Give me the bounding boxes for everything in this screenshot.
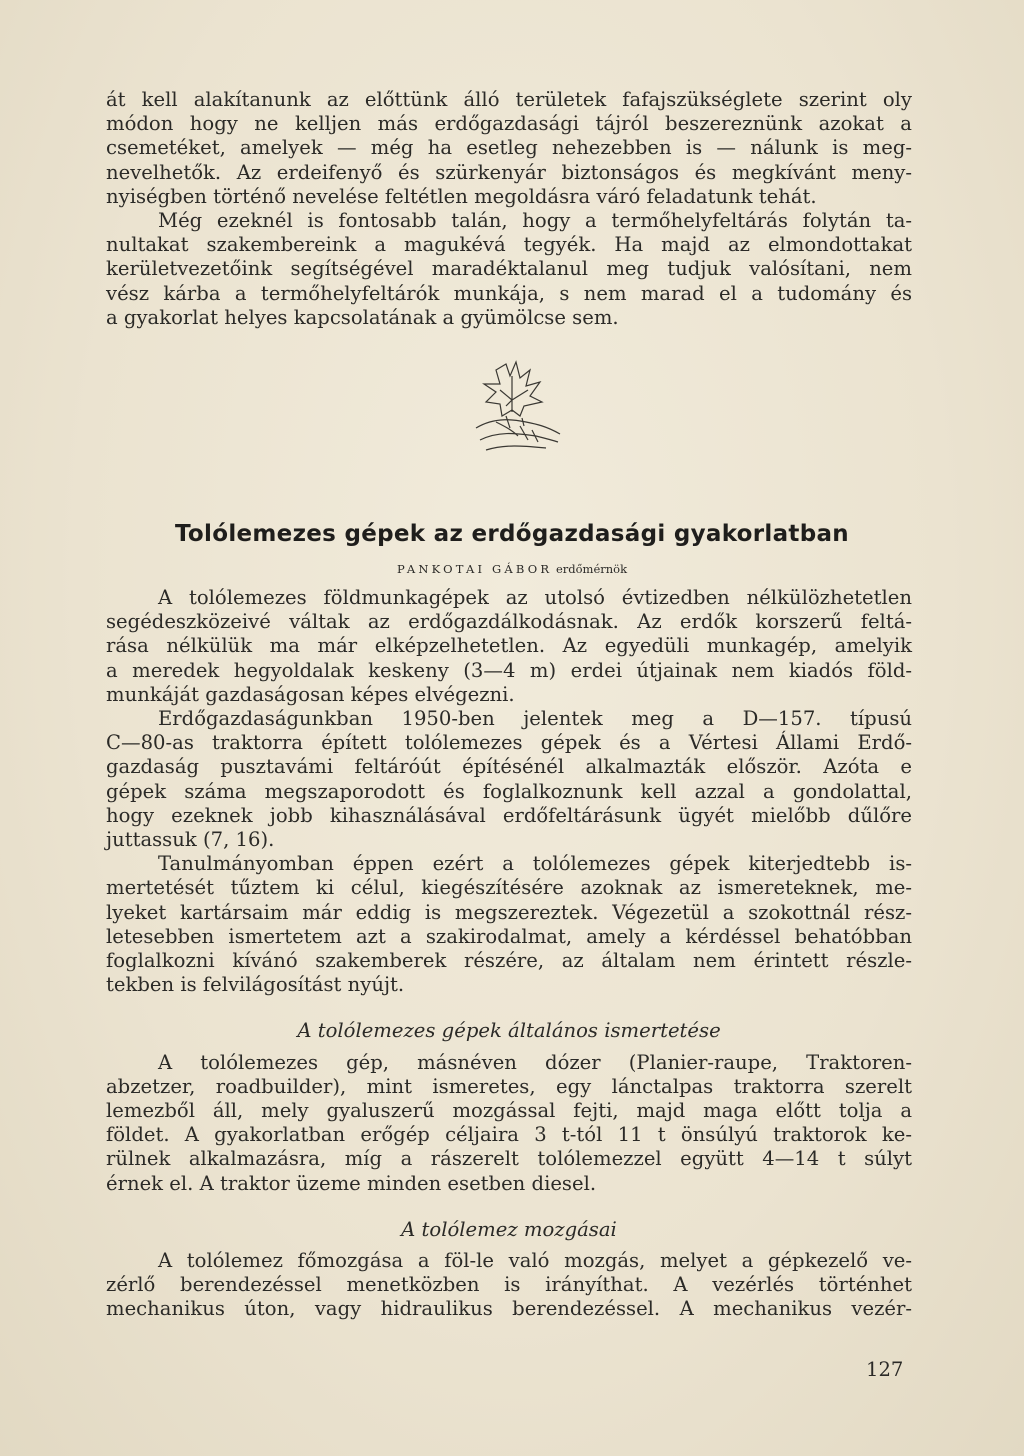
- text-line: mertetését tűztem ki célul, kiegészítésére azoknak az ismereteknek, me-: [106, 876, 912, 900]
- article-paragraph: [106, 707, 912, 852]
- text-line: A tolólemezes gép, másnéven dózer (Planier-raupe, Traktoren-: [158, 1050, 912, 1074]
- text-line: abzetzer, roadbuilder), mint ismeretes, egy lánctalpas traktorra szerelt: [106, 1074, 912, 1098]
- continued-text: [106, 88, 912, 330]
- text-line: kerületvezetőink segítségével maradéktalanul meg tudjuk valósítani, nem: [106, 257, 912, 281]
- text-line: tekben is felvilágosítást nyújt.: [106, 973, 405, 997]
- text-line: a meredek hegyoldalak keskeny (3—4 m) erdei útjainak nem kiadós föld-: [106, 658, 912, 682]
- text-line: Erdőgazdaságunkban 1950-ben jelentek meg a D—157. típusú: [158, 707, 912, 731]
- page-number: 127: [866, 1358, 904, 1381]
- text-line: lyeket kartársaim már eddig is megszereztek. Végezetül a szokottnál rész-: [106, 900, 912, 924]
- text-line: Tanulmányomban éppen ezért a tolólemezes gépek kiterjedtebb is-: [158, 852, 912, 876]
- article-paragraph: [106, 586, 912, 707]
- text-line: segédeszközeivé váltak az erdőgazdálkodásnak. Az erdők korszerű feltá-: [106, 610, 912, 634]
- text-line: C—80-as traktorra épített tolólemezes gépek és a Vértesi Állami Erdő-: [106, 731, 912, 755]
- article-paragraph: [106, 1249, 912, 1322]
- text-line: lemezből áll, mely gyaluszerű mozgással fejti, majd maga előtt tolja a: [106, 1099, 912, 1123]
- text-line: rása nélkülük ma már elképzelhetetlen. Az egyedüli munkagép, amelyik: [106, 634, 912, 658]
- text-line: juttassuk (7, 16).: [106, 828, 275, 852]
- text-line: mechanikus úton, vagy hidraulikus berendezéssel. A mechanikus vezér-: [106, 1297, 912, 1321]
- text-line: letesebben ismertetem azt a szakirodalmat, amely a kérdéssel behatóbban: [106, 924, 912, 948]
- text-line: hogy ezeknek jobb kihasználásával erdőfeltárásunk ügyét mielőbb dűlőre: [106, 803, 912, 827]
- text-line: gépek száma megszaporodott és foglalkoznunk kell azzal a gondolattal,: [106, 779, 912, 803]
- text-line: földet. A gyakorlatban erőgép céljaira 3 t-tól 11 t önsúlyú traktorok ke-: [106, 1123, 912, 1147]
- text-line: foglalkozni kívánó szakemberek részére, az általam nem érintett részle-: [106, 949, 912, 973]
- text-line: A tolólemezes földmunkagépek az utolsó évtizedben nélkülözhetetlen: [158, 586, 912, 609]
- text-line: át kell alakítanunk az előttünk álló területek fafajszükséglete szerint oly: [106, 88, 912, 111]
- text-line: rülnek alkalmazásra, míg a rászerelt tolólemezzel együtt 4—14 t súlyt: [106, 1147, 912, 1171]
- second-paragraph: [106, 209, 912, 330]
- author-role: erdőmérnök: [555, 562, 628, 576]
- text-line: a gyakorlat helyes kapcsolatának a gyümölcse sem.: [106, 305, 619, 329]
- text-line: A tolólemez főmozgása a föl-le való mozgás, melyet a gépkezelő ve-: [158, 1249, 912, 1273]
- section-heading: A tolólemezes gépek általános ismertetése: [297, 1019, 721, 1043]
- text-line: csemetéket, amelyek — még ha esetleg nehezebben is — nálunk is meg-: [106, 136, 912, 160]
- text-line: Még ezeknél is fontosabb talán, hogy a termőhelyfeltárás folytán ta-: [158, 209, 912, 233]
- article-title: Tolólemezes gépek az erdőgazdasági gyakorlatban: [175, 521, 849, 547]
- text-line: módon hogy ne kelljen más erdőgazdasági tájról beszereznünk azokat a: [106, 112, 912, 136]
- text-line: nyiségben történő nevelése feltétlen megoldásra váró feladatunk tehát.: [106, 184, 817, 208]
- top-paragraph: [106, 88, 912, 209]
- text-line: vész kárba a termőhelyfeltárók munkája, s nem marad el a tudomány és: [106, 281, 912, 305]
- text-line: érnek el. A traktor üzeme minden esetben diesel.: [106, 1171, 597, 1195]
- text-line: nultakat szakembereink a magukévá tegyék. Ha majd az elmondottakat: [106, 233, 912, 257]
- text-line: munkáját gazdaságosan képes elvégezni.: [106, 682, 515, 706]
- article-paragraph: [106, 852, 912, 997]
- article-body: [106, 586, 912, 1322]
- text-line: nevelhetők. Az erdeifenyő és szürkenyár biztonságos és megkívánt meny-: [106, 160, 912, 184]
- text-line: zérlő berendezéssel menetközben is irányíthat. A vezérlés történhet: [106, 1273, 912, 1297]
- text-line: gazdaság pusztavámi feltáróút építésénél alkalmazták először. Azóta e: [106, 755, 912, 779]
- author-name: PANKOTAI GÁBOR: [396, 562, 553, 576]
- section-heading: A tolólemez mozgásai: [401, 1217, 617, 1241]
- byline: [0, 562, 1024, 576]
- maple-leaf-ornament-icon: [466, 356, 562, 456]
- article-paragraph: [106, 1051, 912, 1196]
